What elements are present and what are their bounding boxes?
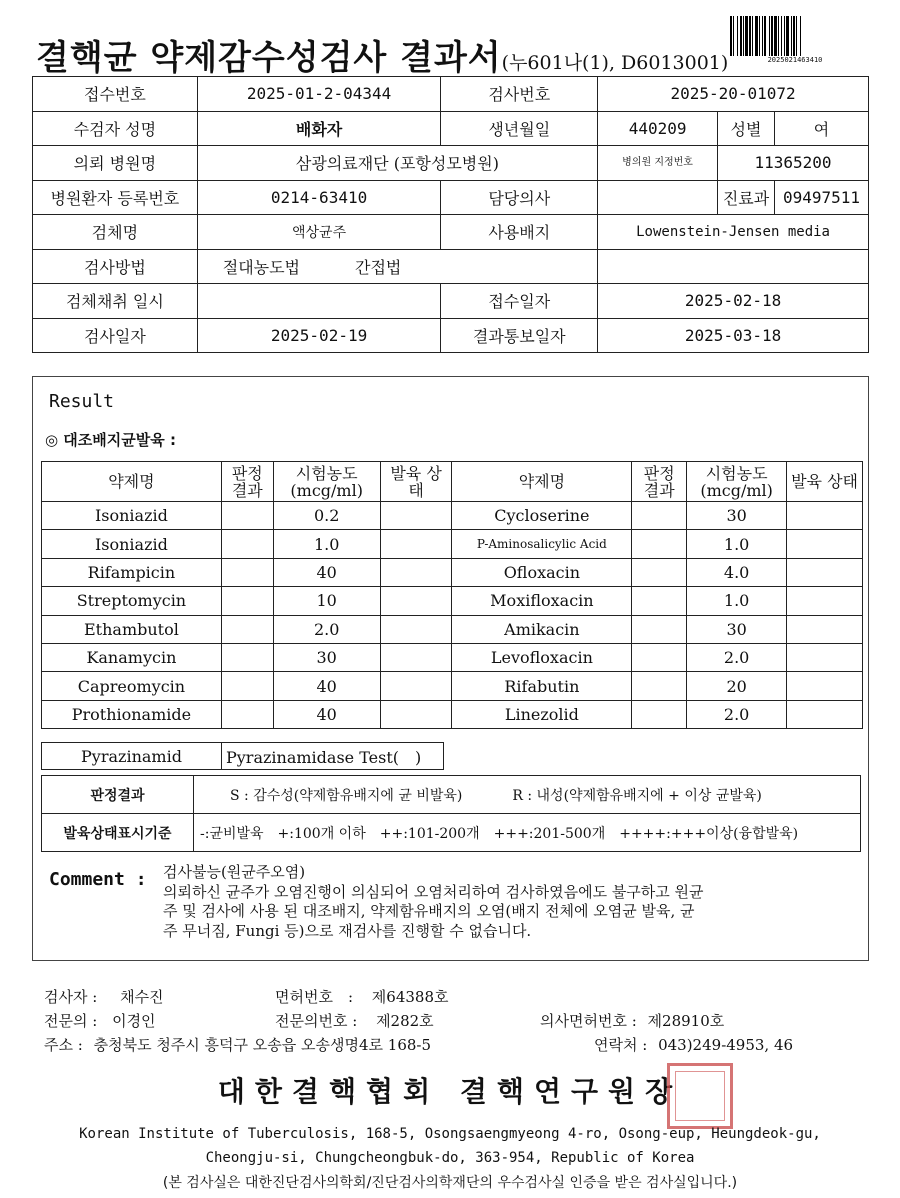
test-concentration: 1.0 [687, 587, 787, 615]
growth-status [787, 643, 863, 671]
judgement-r: R : 내성(약제함유배지에 + 이상 균발육) [512, 787, 762, 804]
test-concentration: 4.0 [687, 558, 787, 586]
drug-name: Levofloxacin [452, 643, 632, 671]
comment-line: 검사불능(원균주오염) [163, 863, 306, 881]
drug-name: Amikacin [452, 615, 632, 643]
barcode-number: 2025021463410 [767, 56, 823, 64]
test-concentration: 10 [273, 587, 380, 615]
judgement-result [221, 700, 273, 728]
result-section [32, 376, 869, 961]
growth-legend: -:균비발육 +:100개 이하 ++:101-200개 +++:201-500개 ++++:+++이상(융합발육) [194, 814, 861, 852]
growth-status [787, 615, 863, 643]
col-judgement-left: 판정 결과 [221, 462, 273, 502]
drug-name: Rifabutin [452, 672, 632, 700]
judgement-result [632, 587, 687, 615]
address: 충청북도 청주시 흥덕구 오송읍 오송생명4로 168-5 [93, 1036, 432, 1054]
judgement-result [632, 530, 687, 558]
test-concentration: 30 [687, 615, 787, 643]
label-department: 진료과 [718, 180, 775, 215]
test-concentration: 1.0 [273, 530, 380, 558]
judgement-result [632, 700, 687, 728]
license-line [275, 986, 449, 1007]
pyrazinamid-label: Pyrazinamid [42, 743, 222, 770]
drug-name: Isoniazid [42, 502, 222, 530]
barcode-bar [801, 16, 803, 56]
comment-text [163, 863, 853, 941]
drug-row [42, 558, 863, 586]
growth-status [787, 502, 863, 530]
patient-info-table [32, 76, 869, 353]
growth-status [380, 700, 452, 728]
label-received-date: 접수일자 [441, 284, 598, 319]
judgement-result [221, 530, 273, 558]
drug-name: P-Aminosalicylic Acid [452, 530, 632, 558]
collection-date [197, 284, 441, 319]
received-date: 2025-02-18 [598, 284, 869, 319]
judgement-result [632, 502, 687, 530]
test-concentration: 30 [687, 502, 787, 530]
growth-status [380, 530, 452, 558]
test-concentration: 40 [273, 558, 380, 586]
drug-row [42, 672, 863, 700]
drug-name: Kanamycin [42, 643, 222, 671]
test-concentration: 0.2 [273, 502, 380, 530]
label-medium: 사용배지 [441, 215, 598, 250]
doctor-license-label: 의사면허번호 : [540, 1012, 637, 1030]
comment-line: 주 무너짐, Fungi 등)으로 재검사를 진행할 수 없습니다. [163, 921, 532, 940]
tester-name: 채수진 [120, 988, 164, 1006]
judgement-result [632, 672, 687, 700]
specimen: 액상균주 [197, 215, 441, 250]
judgement-result [632, 643, 687, 671]
judgement-result [632, 558, 687, 586]
judgement-result [221, 558, 273, 586]
drug-row [42, 643, 863, 671]
col-drug-left: 약제명 [42, 462, 222, 502]
col-judgement-right: 판정 결과 [632, 462, 687, 502]
tester-line [44, 986, 164, 1007]
label-patient-reg: 병원환자 등록번호 [33, 180, 198, 215]
receipt-no: 2025-01-2-04344 [197, 77, 441, 112]
col-growth-right: 발육 상태 [787, 462, 863, 502]
drug-name: Streptomycin [42, 587, 222, 615]
result-title: Result [49, 391, 115, 412]
test-concentration: 2.0 [687, 700, 787, 728]
seal-inner [675, 1071, 725, 1121]
method-absolute: 절대농도법 [222, 257, 301, 277]
contact-label: 연락처 : [594, 1036, 648, 1054]
hospital-name: 삼광의료재단 (포항성모병원) [197, 146, 597, 181]
label-hospital: 의뢰 병원명 [33, 146, 198, 181]
drug-name: Prothionamide [42, 700, 222, 728]
label-doctor: 담당의사 [441, 180, 598, 215]
growth-status [787, 672, 863, 700]
judgement-result [632, 615, 687, 643]
label-test-date: 검사일자 [33, 318, 198, 353]
test-concentration: 30 [273, 643, 380, 671]
test-date: 2025-02-19 [197, 318, 441, 353]
pyrazinamidase-test: Pyrazinamidase Test( ) [222, 743, 444, 770]
birth-date: 440209 [598, 111, 718, 146]
comment-line: 의뢰하신 균주가 오염진행이 의심되어 오염처리하여 검사하였음에도 불구하고 원균 [163, 882, 704, 901]
drug-row [42, 615, 863, 643]
growth-legend-label: 발육상태표시기준 [42, 814, 194, 852]
judgement-result [221, 587, 273, 615]
label-report-date: 결과통보일자 [441, 318, 598, 353]
contact-line [594, 1034, 793, 1055]
test-concentration: 2.0 [273, 615, 380, 643]
method [197, 249, 597, 284]
test-concentration: 40 [273, 672, 380, 700]
col-growth-left: 발육 상태 [380, 462, 452, 502]
label-test-no: 검사번호 [441, 77, 598, 112]
drug-table [41, 461, 863, 729]
specialist-name: 이경인 [112, 1012, 156, 1030]
doctor-license-no: 제28910호 [647, 1012, 725, 1030]
subject-name: 배화자 [197, 111, 441, 146]
drug-name: Capreomycin [42, 672, 222, 700]
judgement-legend-label: 판정결과 [42, 776, 194, 814]
barcode-bars [730, 16, 860, 56]
growth-status [787, 530, 863, 558]
drug-row [42, 530, 863, 558]
license-label: 면허번호 : [275, 988, 354, 1006]
specialist-no: 제282호 [376, 1012, 434, 1030]
specialist-line [44, 1010, 156, 1031]
test-no: 2025-20-01072 [598, 77, 869, 112]
doctor-name [598, 180, 718, 215]
method-blank [598, 249, 869, 284]
specialist-label: 전문의 : [44, 1012, 98, 1030]
medium: Lowenstein-Jensen media [598, 215, 869, 250]
method-indirect: 간접법 [355, 257, 402, 277]
hospital-code: 11365200 [718, 146, 869, 181]
address-line [44, 1034, 431, 1055]
judgement-result [221, 643, 273, 671]
label-method: 검사방법 [33, 249, 198, 284]
test-concentration: 40 [273, 700, 380, 728]
legend-table [41, 775, 861, 852]
drug-row [42, 502, 863, 530]
drug-name: Cycloserine [452, 502, 632, 530]
label-receipt-no: 접수번호 [33, 77, 198, 112]
specialist-no-label: 전문의번호 : [275, 1012, 358, 1030]
growth-status [380, 643, 452, 671]
judgement-result [221, 615, 273, 643]
license-no: 제64388호 [371, 988, 449, 1006]
department-code: 09497511 [774, 180, 868, 215]
barcode [730, 16, 860, 64]
growth-status [380, 502, 452, 530]
drug-name: Ethambutol [42, 615, 222, 643]
report-date: 2025-03-18 [598, 318, 869, 353]
drug-name: Rifampicin [42, 558, 222, 586]
address-label: 주소 : [44, 1036, 83, 1054]
address-en-line-2: Cheongju-si, Chungcheongbuk-do, 363-954, Republic of Korea [205, 1150, 695, 1166]
growth-status [787, 558, 863, 586]
certification-note: (본 검사실은 대한진단검사의학회/진단검사의학재단의 우수검사실 인증을 받은 검사실입니다.) [162, 1175, 738, 1191]
judgement-s: S : 감수성(약제함유배지에 균 비발육) [230, 787, 463, 804]
contact: 043)249-4953, 46 [658, 1036, 794, 1054]
label-collection-date: 검체채취 일시 [33, 284, 198, 319]
label-sex: 성별 [718, 111, 775, 146]
drug-name: Ofloxacin [452, 558, 632, 586]
test-concentration: 1.0 [687, 530, 787, 558]
drug-name: Linezolid [452, 700, 632, 728]
growth-status [380, 587, 452, 615]
doctor-license-line [540, 1010, 724, 1031]
label-subject-name: 수검자 성명 [33, 111, 198, 146]
label-hospital-code: 병의원 지정번호 [598, 146, 718, 181]
sex: 여 [774, 111, 868, 146]
tester-label: 검사자 : [44, 988, 98, 1006]
drug-row [42, 700, 863, 728]
patient-reg-no: 0214-63410 [197, 180, 441, 215]
comment-label: Comment : [49, 869, 147, 890]
form-code: (누601나(1), D6013001) [501, 52, 729, 74]
institute-name: 대한결핵협회 결핵연구원장 [217, 1075, 683, 1108]
drug-name: Isoniazid [42, 530, 222, 558]
growth-status [787, 700, 863, 728]
col-concentration-right: 시험농도 (mcg/ml) [687, 462, 787, 502]
growth-status [787, 587, 863, 615]
judgement-result [221, 502, 273, 530]
label-birth-date: 생년월일 [441, 111, 598, 146]
comment-line: 주 및 검사에 사용 된 대조배지, 약제함유배지의 오염(배지 전체에 오염균 발육, 균 [163, 902, 695, 920]
col-drug-right: 약제명 [452, 462, 632, 502]
document-title: 결핵균 약제감수성검사 결과서(누601나(1), D6013001) [36, 38, 729, 78]
growth-status [380, 615, 452, 643]
test-concentration: 2.0 [687, 643, 787, 671]
growth-status [380, 672, 452, 700]
judgement-legend [194, 776, 861, 814]
growth-status [380, 558, 452, 586]
drug-name: Moxifloxacin [452, 587, 632, 615]
test-concentration: 20 [687, 672, 787, 700]
pyrazinamid-table [41, 742, 444, 770]
label-specimen: 검체명 [33, 215, 198, 250]
col-concentration-left: 시험농도 (mcg/ml) [273, 462, 380, 502]
specialist-no-line [275, 1010, 434, 1031]
judgement-result [221, 672, 273, 700]
official-seal [667, 1063, 733, 1129]
control-medium-growth: ◎ 대조배지균발육 : [45, 431, 176, 449]
drug-row [42, 587, 863, 615]
address-en-line-1: Korean Institute of Tuberculosis, 168-5, Osongsaengmyeong 4-ro, Osong-eup, Heungdeok-gu, [79, 1126, 821, 1142]
